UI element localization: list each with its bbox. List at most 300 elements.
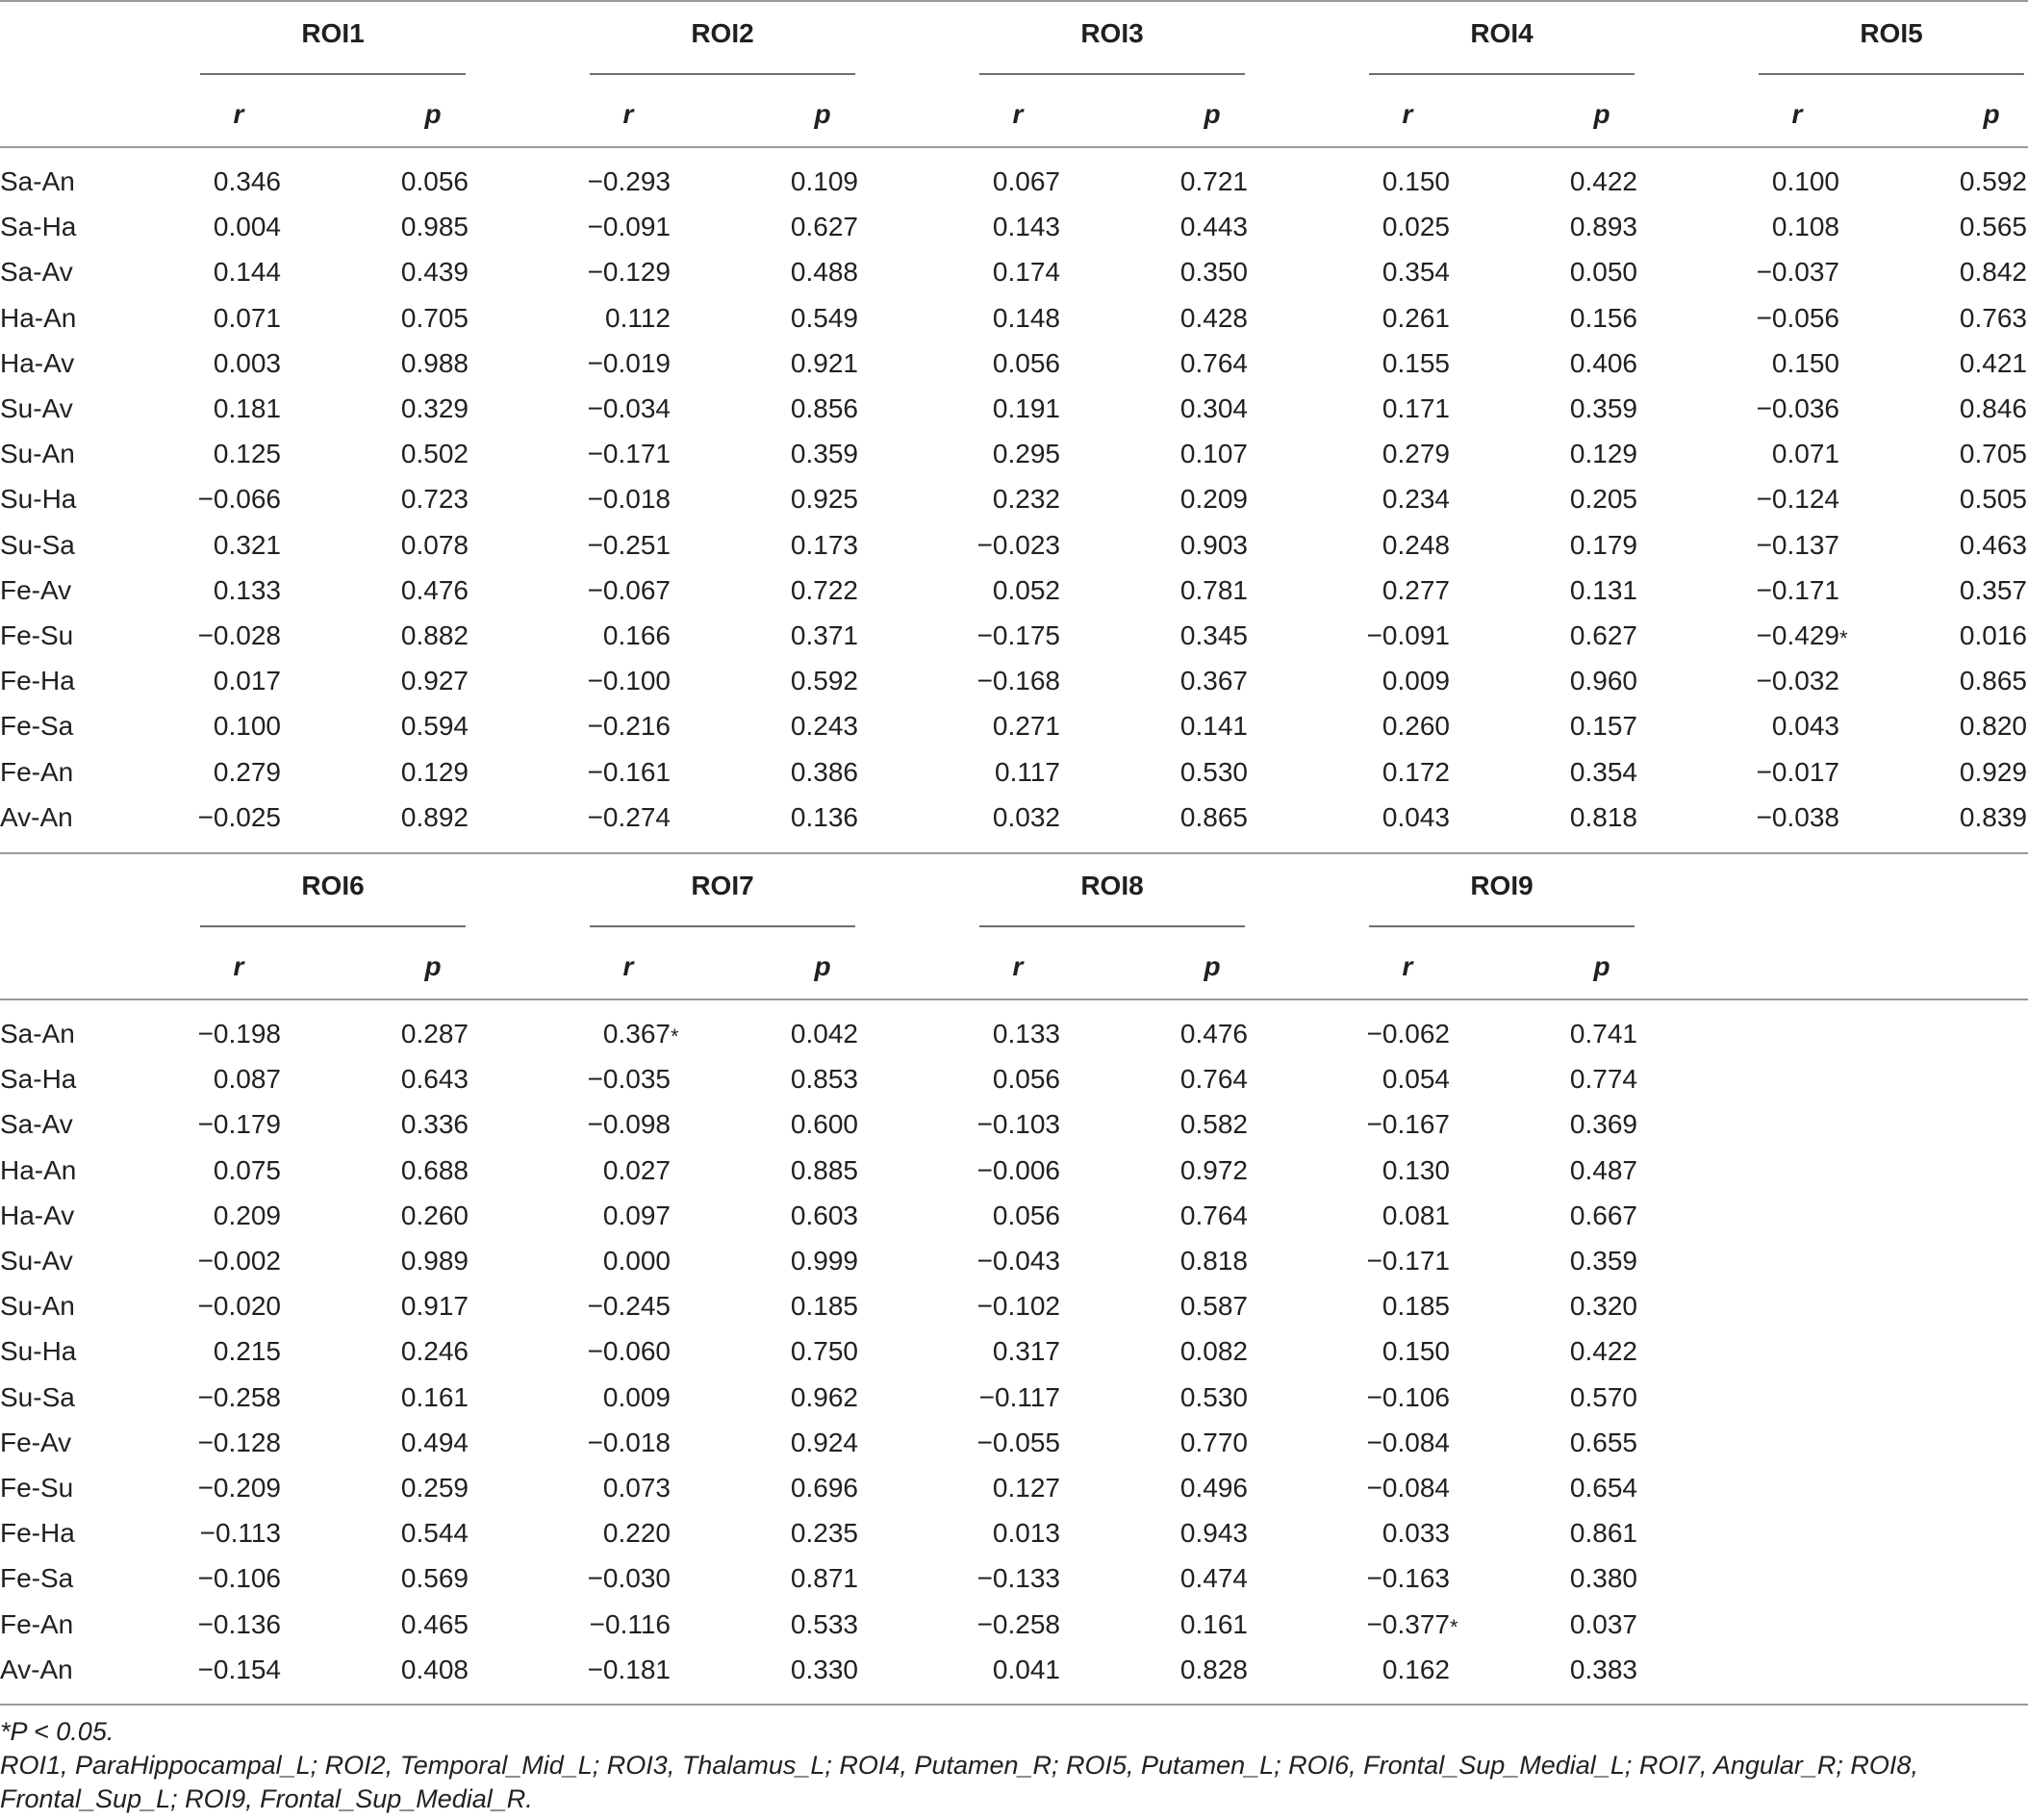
table-cell-r (1686, 392, 1839, 425)
table-cell-p: 0.329 (400, 393, 469, 423)
row-label: Fe-Av (0, 1427, 72, 1457)
row-label: Su-Ha (0, 1336, 77, 1367)
table-cell-r (127, 710, 281, 743)
table-cell-r (517, 165, 671, 198)
r-value: −0.019 (587, 347, 671, 378)
row-label: Ha-An (0, 1154, 77, 1185)
significance-asterisk: * (671, 1024, 679, 1049)
row-label: Ha-Av (0, 347, 75, 378)
row-label: Av-An (0, 1654, 73, 1684)
r-value: −0.113 (199, 1518, 281, 1549)
table-cell-p: 0.705 (1959, 439, 2027, 469)
table-cell-p: 0.696 (790, 1473, 858, 1503)
table-cell-r (517, 1108, 671, 1141)
table-cell-r (1686, 665, 1839, 697)
table-cell-p: 0.474 (1179, 1563, 1248, 1594)
table-cell-p: 0.929 (1959, 756, 2027, 787)
r-value: 0.067 (992, 166, 1060, 196)
table-cell-r (1296, 483, 1450, 516)
r-value: 0.191 (992, 393, 1060, 423)
table-cell-r (517, 438, 671, 470)
r-value: −0.043 (976, 1246, 1060, 1276)
table-cell-p: 0.781 (1179, 574, 1248, 605)
table-cell-p: 0.750 (790, 1336, 858, 1367)
r-value: −0.028 (197, 620, 281, 650)
r-value: −0.171 (1756, 574, 1839, 605)
row-label: Fe-Ha (0, 1518, 75, 1549)
r-value: 0.279 (213, 756, 281, 787)
table-cell-r (517, 1562, 671, 1595)
r-value: −0.175 (976, 620, 1060, 650)
table-cell-r (127, 1472, 281, 1504)
table-cell-p: 0.569 (400, 1563, 469, 1594)
table-cell-p: 0.161 (1179, 1608, 1248, 1639)
table-cell-p: 0.600 (790, 1109, 858, 1140)
table-cell-r (517, 1654, 671, 1686)
r-value: 0.033 (1382, 1518, 1450, 1549)
table-cell-r (127, 392, 281, 425)
significance-asterisk: * (1839, 626, 1848, 650)
table-cell-p: 0.037 (1569, 1608, 1637, 1639)
r-value: 0.112 (605, 302, 671, 333)
table-cell-r (517, 302, 671, 335)
table-cell-r (517, 1200, 671, 1232)
table-cell-p: 0.988 (400, 347, 469, 378)
column-header-p: p (1204, 951, 1221, 981)
r-value: 0.354 (1382, 257, 1450, 288)
table-cell-r (1296, 1381, 1450, 1414)
r-value: −0.100 (587, 666, 671, 696)
table-cell-p: 0.173 (790, 529, 858, 560)
table-cell-r (1686, 438, 1839, 470)
table-cell-r (1296, 1290, 1450, 1323)
table-cell-p: 0.774 (1569, 1064, 1637, 1095)
r-value: 0.271 (992, 711, 1060, 742)
table-cell-r (1296, 529, 1450, 562)
r-value: 0.234 (1382, 484, 1450, 515)
r-value: 0.144 (213, 257, 281, 288)
table-cell-p: 0.972 (1179, 1154, 1248, 1185)
table-cell-r (906, 302, 1060, 335)
column-header-r: r (1012, 99, 1024, 129)
r-value: −0.056 (1756, 302, 1839, 333)
r-value: 0.279 (1382, 439, 1450, 469)
table-cell-r (1296, 1335, 1450, 1368)
table-cell-p: 0.839 (1959, 801, 2027, 832)
r-value: −0.084 (1366, 1427, 1450, 1457)
r-value: −0.154 (197, 1654, 281, 1684)
table-cell-p: 0.428 (1179, 302, 1248, 333)
r-value: 0.117 (995, 756, 1060, 787)
table-cell-p: 0.476 (400, 574, 469, 605)
r-value: 0.150 (1382, 1336, 1450, 1367)
r-value: 0.148 (992, 302, 1060, 333)
table-cell-r (127, 756, 281, 789)
table-cell-p: 0.246 (400, 1336, 469, 1367)
table-cell-p: 0.107 (1179, 439, 1248, 469)
row-label: Sa-Av (0, 1109, 73, 1140)
r-value: −0.018 (587, 1427, 671, 1457)
table-cell-r (517, 1245, 671, 1277)
table-cell-p: 0.892 (400, 801, 469, 832)
table-cell-p: 0.921 (790, 347, 858, 378)
r-value: −0.091 (587, 212, 671, 242)
r-value: 0.041 (992, 1654, 1060, 1684)
r-value: 0.009 (1382, 666, 1450, 696)
r-value: 0.071 (213, 302, 281, 333)
table-cell-p: 0.304 (1179, 393, 1248, 423)
r-value: 0.215 (213, 1336, 281, 1367)
table-cell-r (517, 1290, 671, 1323)
table-cell-r (517, 1063, 671, 1096)
r-value: 0.100 (213, 711, 281, 742)
table-cell-p: 0.603 (790, 1200, 858, 1230)
r-value: 0.052 (992, 574, 1060, 605)
table-cell-p: 0.856 (790, 393, 858, 423)
r-value: −0.036 (1756, 393, 1839, 423)
table-cell-r (906, 1654, 1060, 1686)
table-top-border (0, 0, 2028, 2)
row-label: Su-Sa (0, 1381, 75, 1412)
r-value: 0.261 (1382, 302, 1450, 333)
table-cell-p: 0.853 (790, 1064, 858, 1095)
table-cell-p: 0.422 (1569, 1336, 1637, 1367)
table-cell-p: 0.723 (400, 484, 469, 515)
table-cell-r (517, 1427, 671, 1459)
footnote-abbreviations-line2: Frontal_Sup_L; ROI9, Frontal_Sup_Medial_R. (0, 1784, 533, 1813)
table-cell-r (906, 1063, 1060, 1096)
table-cell-r (1296, 1063, 1450, 1096)
table-cell-r (906, 665, 1060, 697)
r-value: −0.091 (1366, 620, 1450, 650)
row-label: Sa-Av (0, 257, 73, 288)
table-cell-p: 0.882 (400, 620, 469, 650)
r-value: 0.174 (992, 257, 1060, 288)
row-label: Ha-Av (0, 1200, 75, 1230)
table-cell-r (1686, 165, 1839, 198)
table-cell-p: 0.422 (1569, 166, 1637, 196)
roi-header-underline (200, 925, 466, 927)
row-label: Ha-An (0, 302, 77, 333)
table-cell-p: 0.842 (1959, 257, 2027, 288)
r-value: 0.150 (1382, 166, 1450, 196)
table-cell-r (1296, 392, 1450, 425)
r-value: −0.020 (197, 1291, 281, 1322)
r-value: 0.017 (213, 666, 281, 696)
table-cell-r (127, 1427, 281, 1459)
table-cell-r (1686, 302, 1839, 335)
table-cell-p: 0.818 (1179, 1246, 1248, 1276)
table-cell-p: 0.179 (1569, 529, 1637, 560)
table-cell-p: 0.927 (400, 666, 469, 696)
r-value: −0.067 (587, 574, 671, 605)
table-cell-r (127, 1245, 281, 1277)
table-cell-p: 0.925 (790, 484, 858, 515)
table-cell-r (517, 574, 671, 607)
r-value: −0.006 (976, 1154, 1060, 1185)
r-value: −0.167 (1366, 1109, 1450, 1140)
table-cell-p: 0.917 (400, 1291, 469, 1322)
table-cell-r (1296, 1154, 1450, 1187)
table-cell-p: 0.131 (1569, 574, 1637, 605)
column-header-p: p (1593, 951, 1610, 981)
table-cell-p: 0.386 (790, 756, 858, 787)
r-value: 0.367 * (603, 1019, 671, 1049)
r-value: −0.168 (976, 666, 1060, 696)
r-value: −0.098 (587, 1109, 671, 1140)
table-cell-p: 0.156 (1569, 302, 1637, 333)
table-cell-p: 0.465 (400, 1608, 469, 1639)
table-cell-p: 0.530 (1179, 756, 1248, 787)
table-cell-r (906, 801, 1060, 834)
table-cell-p: 0.359 (1569, 1246, 1637, 1276)
r-value: 0.075 (213, 1154, 281, 1185)
r-value: −0.116 (589, 1608, 671, 1639)
table-cell-p: 0.885 (790, 1154, 858, 1185)
column-header-p: p (1204, 99, 1221, 129)
row-label: Su-An (0, 1291, 75, 1322)
table-cell-r (906, 1290, 1060, 1323)
table-cell-r (906, 1245, 1060, 1277)
table-cell-r (127, 483, 281, 516)
table-cell-r (517, 1608, 671, 1641)
r-value: 0.056 (992, 1064, 1060, 1095)
roi-header-underline (979, 73, 1245, 75)
roi-header-underline (1369, 925, 1635, 927)
table-header-border (0, 998, 2028, 1000)
r-value: 0.097 (602, 1200, 671, 1230)
r-value: 0.220 (602, 1518, 671, 1549)
table-cell-p: 0.357 (1959, 574, 2027, 605)
table-cell-r (127, 1562, 281, 1595)
row-label: Su-Av (0, 393, 73, 423)
table-cell-p: 0.705 (400, 302, 469, 333)
table-cell-p: 0.136 (790, 801, 858, 832)
table-cell-r (906, 211, 1060, 243)
column-header-p: p (814, 951, 831, 981)
table-cell-p: 0.487 (1569, 1154, 1637, 1185)
table-cell-r (1296, 1472, 1450, 1504)
table-cell-r (127, 1290, 281, 1323)
table-cell-r (906, 438, 1060, 470)
table-cell-p: 0.350 (1179, 257, 1248, 288)
table-cell-r (127, 347, 281, 380)
table-cell-r (1296, 1200, 1450, 1232)
table-cell-p: 0.861 (1569, 1518, 1637, 1549)
table-cell-p: 0.960 (1569, 666, 1637, 696)
table-cell-r (1296, 1654, 1450, 1686)
table-cell-p: 0.380 (1569, 1563, 1637, 1594)
r-value: 0.277 (1382, 574, 1450, 605)
table-cell-r (1296, 1562, 1450, 1595)
table-cell-r (1296, 1245, 1450, 1277)
row-label: Fe-An (0, 756, 74, 787)
roi-header-underline (590, 73, 855, 75)
r-value: 0.346 (213, 166, 281, 196)
r-value: −0.136 (197, 1608, 281, 1639)
roi-header-underline (979, 925, 1245, 927)
table-cell-p: 0.354 (1569, 756, 1637, 787)
column-header-r: r (233, 951, 244, 981)
table-cell-r (1296, 256, 1450, 289)
table-cell-r (1686, 756, 1839, 789)
r-value: −0.209 (197, 1473, 281, 1503)
table-cell-r (1686, 574, 1839, 607)
column-header-r: r (1012, 951, 1024, 981)
table-cell-p: 0.565 (1959, 212, 2027, 242)
table-cell-r (517, 1335, 671, 1368)
table-cell-p: 0.345 (1179, 620, 1248, 650)
column-header-r: r (1402, 99, 1413, 129)
table-cell-p: 0.443 (1179, 212, 1248, 242)
table-cell-p: 0.205 (1569, 484, 1637, 515)
r-value: 0.172 (1382, 756, 1450, 787)
roi-header: ROI4 (1470, 18, 1534, 48)
table-cell-r (906, 1200, 1060, 1232)
r-value: −0.251 (587, 529, 671, 560)
r-value: −0.034 (587, 393, 671, 423)
r-value: −0.017 (1756, 756, 1839, 787)
r-value: 0.150 (1771, 347, 1839, 378)
r-value: −0.137 (1756, 529, 1839, 560)
r-value: −0.066 (197, 484, 281, 515)
table-cell-p: 0.533 (790, 1608, 858, 1639)
r-value: −0.037 (1756, 257, 1839, 288)
table-cell-r (127, 165, 281, 198)
r-value: −0.198 (197, 1019, 281, 1049)
r-value: −0.163 (1366, 1563, 1450, 1594)
table-cell-r (517, 1154, 671, 1187)
table-cell-p: 0.421 (1959, 347, 2027, 378)
table-cell-p: 0.722 (790, 574, 858, 605)
r-value: −0.106 (197, 1563, 281, 1594)
r-value: −0.274 (587, 801, 671, 832)
table-cell-r (127, 665, 281, 697)
table-cell-r (127, 1200, 281, 1232)
table-cell-r (127, 256, 281, 289)
table-cell-r (906, 1427, 1060, 1459)
r-value: 0.087 (213, 1064, 281, 1095)
table-cell-p: 0.243 (790, 711, 858, 742)
r-value: 0.054 (1382, 1064, 1450, 1095)
table-cell-p: 0.846 (1959, 393, 2027, 423)
table-cell-r (517, 529, 671, 562)
table-cell-p: 0.359 (1569, 393, 1637, 423)
table-cell-r (1686, 619, 1848, 652)
table-cell-p: 0.643 (400, 1064, 469, 1095)
table-cell-p: 0.235 (790, 1518, 858, 1549)
table-cell-r (906, 710, 1060, 743)
table-cell-r (906, 256, 1060, 289)
r-value: −0.133 (976, 1563, 1060, 1594)
r-value: −0.032 (1756, 666, 1839, 696)
table-cell-p: 0.502 (400, 439, 469, 469)
table-cell-p: 0.320 (1569, 1291, 1637, 1322)
column-header-p: p (1983, 99, 2000, 129)
table-cell-r (127, 1608, 281, 1641)
r-value: 0.260 (1382, 711, 1450, 742)
row-label: Su-An (0, 439, 75, 469)
r-value: 0.043 (1382, 801, 1450, 832)
r-value: −0.129 (587, 257, 671, 288)
r-value: 0.032 (992, 801, 1060, 832)
table-cell-p: 0.627 (790, 212, 858, 242)
table-cell-r (517, 347, 671, 380)
column-header-p: p (814, 99, 831, 129)
row-label: Sa-Ha (0, 1064, 77, 1095)
roi-header: ROI9 (1470, 871, 1534, 900)
table-cell-p: 0.157 (1569, 711, 1637, 742)
table-cell-r (1296, 756, 1450, 789)
table-cell-r (906, 1381, 1060, 1414)
table-cell-r (1296, 574, 1450, 607)
row-label: Fe-Sa (0, 711, 74, 742)
row-label: Fe-An (0, 1608, 74, 1639)
r-value: 0.081 (1382, 1200, 1450, 1230)
table-cell-r (127, 1335, 281, 1368)
table-cell-r (517, 801, 671, 834)
table-cell-r (1296, 302, 1450, 335)
table-cell-r (127, 1654, 281, 1686)
r-value: −0.062 (1366, 1019, 1450, 1049)
table-cell-r (906, 1154, 1060, 1187)
roi-header-underline (590, 925, 855, 927)
r-value: 0.133 (992, 1019, 1060, 1049)
table-cell-p: 0.770 (1179, 1427, 1248, 1457)
column-header-p: p (1593, 99, 1610, 129)
r-value: 0.143 (992, 212, 1060, 242)
table-cell-r (517, 1381, 671, 1414)
table-cell-r (1296, 438, 1450, 470)
r-value: 0.073 (602, 1473, 671, 1503)
table-cell-r (127, 529, 281, 562)
r-value: −0.025 (197, 801, 281, 832)
table-cell-r (906, 165, 1060, 198)
r-value: 0.043 (1771, 711, 1839, 742)
table-cell-r (1686, 211, 1839, 243)
table-cell-p: 0.865 (1959, 666, 2027, 696)
row-label: Fe-Sa (0, 1563, 74, 1594)
row-label: Su-Av (0, 1246, 73, 1276)
table-cell-r (906, 1335, 1060, 1368)
r-value: 0.127 (992, 1473, 1060, 1503)
r-value: −0.171 (1366, 1246, 1450, 1276)
r-value: −0.258 (976, 1608, 1060, 1639)
table-cell-p: 0.667 (1569, 1200, 1637, 1230)
table-cell-r (1296, 165, 1450, 198)
r-value: −0.023 (976, 529, 1060, 560)
table-cell-r (906, 619, 1060, 652)
r-value: 0.166 (602, 620, 671, 650)
roi-header: ROI1 (301, 18, 365, 48)
r-value: −0.216 (587, 711, 671, 742)
table-cell-r (127, 574, 281, 607)
table-cell-r (906, 574, 1060, 607)
table-cell-p: 0.109 (790, 166, 858, 196)
table-cell-p: 0.185 (790, 1291, 858, 1322)
r-value: −0.377 * (1367, 1609, 1450, 1639)
r-value: −0.429 * (1757, 620, 1839, 650)
table-cell-p: 0.594 (400, 711, 469, 742)
r-value: −0.128 (197, 1427, 281, 1457)
r-value: 0.133 (213, 574, 281, 605)
r-value: −0.002 (197, 1246, 281, 1276)
table-cell-p: 0.999 (790, 1246, 858, 1276)
table-cell-p: 0.582 (1179, 1109, 1248, 1140)
r-value: 0.171 (1382, 393, 1450, 423)
table-cell-r (1296, 211, 1450, 243)
table-cell-r (1296, 1517, 1450, 1550)
